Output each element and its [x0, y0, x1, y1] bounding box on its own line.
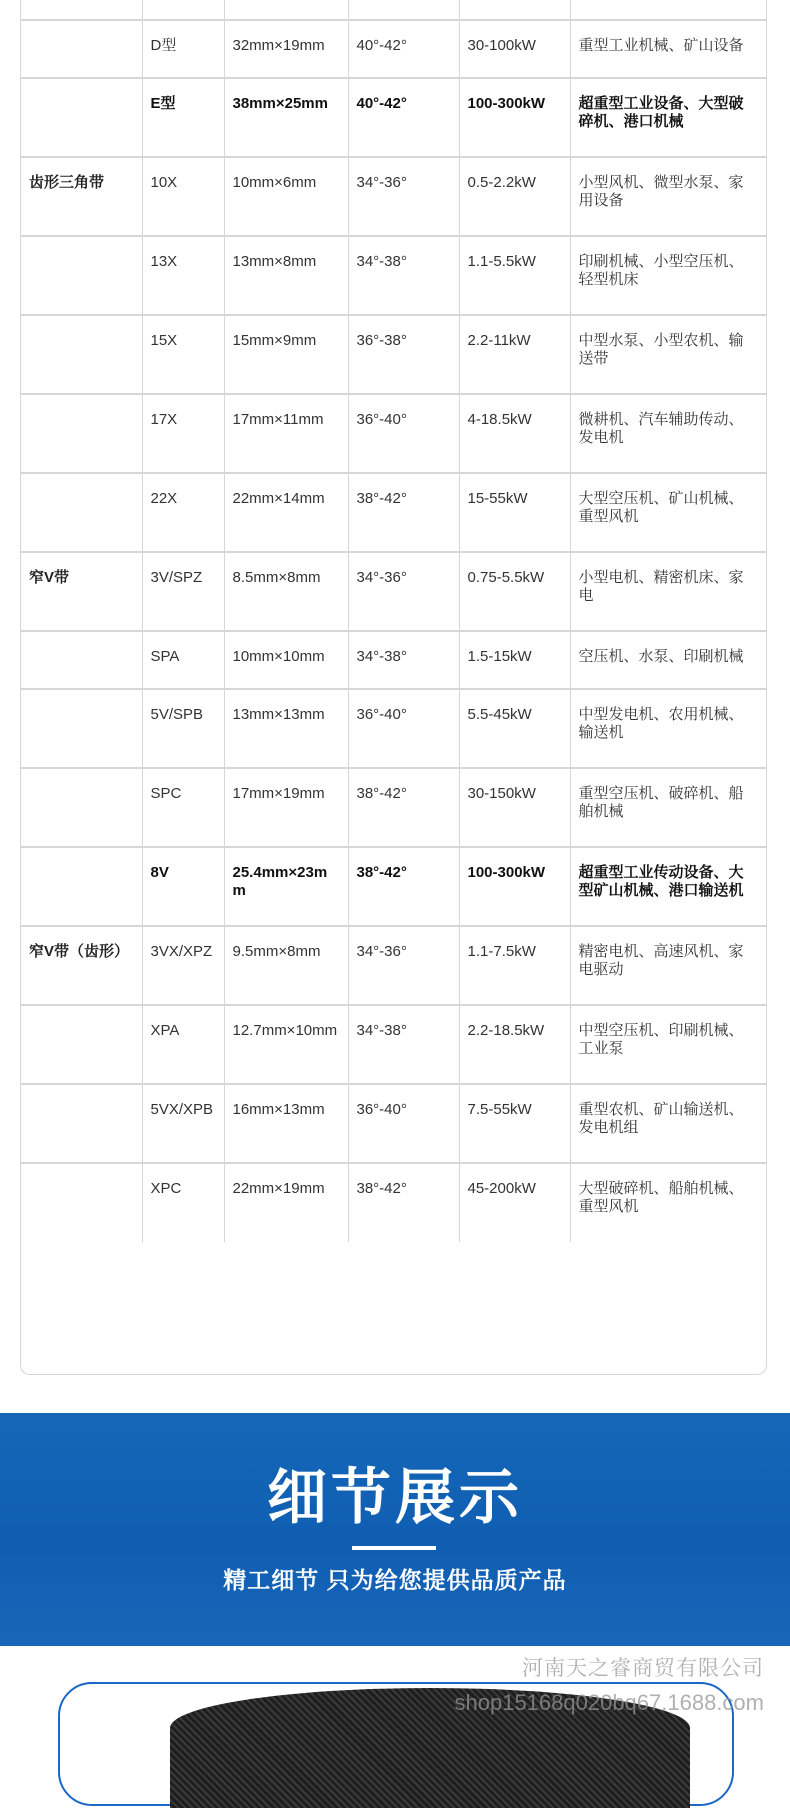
detail-banner: [0, 1413, 790, 1646]
power-cell: 5.5-45kW: [459, 689, 570, 768]
size-cell: 17mm×19mm: [224, 768, 348, 847]
size-cell: [224, 0, 348, 20]
size-cell: 25.4mm×23mm: [224, 847, 348, 926]
size-cell: 9.5mm×8mm: [224, 926, 348, 1005]
power-cell: 100-300kW: [459, 847, 570, 926]
power-cell: 2.2-11kW: [459, 315, 570, 394]
angle-cell: 34°-36°: [348, 157, 459, 236]
model-cell: D型: [142, 20, 224, 78]
usage-cell: 重型农机、矿山输送机、发电机组: [570, 1084, 766, 1163]
category-cell: [21, 631, 142, 689]
size-cell: 13mm×13mm: [224, 689, 348, 768]
power-cell: 1.5-15kW: [459, 631, 570, 689]
power-cell: [459, 0, 570, 20]
power-cell: 1.1-5.5kW: [459, 236, 570, 315]
usage-cell: 微耕机、汽车辅助传动、发电机: [570, 394, 766, 473]
usage-cell: 大型空压机、矿山机械、重型风机: [570, 473, 766, 552]
category-cell: [21, 1005, 142, 1084]
category-cell: [21, 0, 142, 20]
angle-cell: 38°-42°: [348, 1163, 459, 1242]
table-row: [21, 20, 766, 78]
watermark-company: 河南天之睿商贸有限公司: [522, 1657, 764, 1680]
category-cell: 窄V带: [21, 552, 142, 631]
size-cell: 38mm×25mm: [224, 78, 348, 157]
size-cell: 10mm×6mm: [224, 157, 348, 236]
model-cell: 5V/SPB: [142, 689, 224, 768]
usage-cell: 小型风机、微型水泵、家用设备: [570, 157, 766, 236]
banner-divider: [352, 1546, 436, 1550]
power-cell: 15-55kW: [459, 473, 570, 552]
model-cell: 5VX/XPB: [142, 1084, 224, 1163]
angle-cell: 34°-38°: [348, 1005, 459, 1084]
angle-cell: 34°-36°: [348, 552, 459, 631]
category-cell: 窄V带（齿形）: [21, 926, 142, 1005]
angle-cell: 34°-38°: [348, 236, 459, 315]
size-cell: 22mm×14mm: [224, 473, 348, 552]
power-cell: 100-300kW: [459, 78, 570, 157]
model-cell: 8V: [142, 847, 224, 926]
model-cell: [142, 0, 224, 20]
usage-cell: 空压机、水泵、印刷机械: [570, 631, 766, 689]
category-cell: [21, 315, 142, 394]
category-cell: [21, 78, 142, 157]
size-cell: 22mm×19mm: [224, 1163, 348, 1242]
usage-cell: 中型水泵、小型农机、输送带: [570, 315, 766, 394]
model-cell: 22X: [142, 473, 224, 552]
usage-cell: 中型发电机、农用机械、输送机: [570, 689, 766, 768]
table-row: [21, 768, 766, 847]
table-row: [21, 157, 766, 236]
power-cell: 0.75-5.5kW: [459, 552, 570, 631]
angle-cell: 38°-42°: [348, 847, 459, 926]
category-cell: [21, 473, 142, 552]
angle-cell: 36°-38°: [348, 315, 459, 394]
table-row: [21, 847, 766, 926]
banner-title: 细节展示: [267, 1464, 523, 1531]
usage-cell: 印刷机械、小型空压机、轻型机床: [570, 236, 766, 315]
power-cell: 30-100kW: [459, 20, 570, 78]
belt-spec-table: [21, 0, 766, 1242]
banner-subtitle: 精工细节 只为给您提供品质产品: [223, 1567, 567, 1593]
usage-cell: 精密电机、高速风机、家电驱动: [570, 926, 766, 1005]
table-row: [21, 689, 766, 768]
table-row: [21, 0, 766, 20]
power-cell: 4-18.5kW: [459, 394, 570, 473]
size-cell: 10mm×10mm: [224, 631, 348, 689]
usage-cell: 重型空压机、破碎机、船舶机械: [570, 768, 766, 847]
spec-table: [20, 0, 767, 1375]
category-cell: [21, 394, 142, 473]
size-cell: 12.7mm×10mm: [224, 1005, 348, 1084]
usage-cell: 中型空压机、印刷机械、工业泵: [570, 1005, 766, 1084]
usage-cell: 重型工业机械、矿山设备: [570, 20, 766, 78]
table-row: [21, 1005, 766, 1084]
model-cell: 10X: [142, 157, 224, 236]
model-cell: XPA: [142, 1005, 224, 1084]
table-row: [21, 78, 766, 157]
table-body: [21, 0, 766, 1242]
model-cell: SPC: [142, 768, 224, 847]
power-cell: 0.5-2.2kW: [459, 157, 570, 236]
model-cell: 3VX/XPZ: [142, 926, 224, 1005]
category-cell: [21, 847, 142, 926]
usage-cell: 超重型工业传动设备、大型矿山机械、港口输送机: [570, 847, 766, 926]
angle-cell: 38°-42°: [348, 473, 459, 552]
usage-cell: 大型破碎机、船舶机械、重型风机: [578, 1180, 744, 1215]
table-row: [21, 1084, 766, 1163]
angle-cell: 36°-40°: [348, 394, 459, 473]
category-cell: [21, 236, 142, 315]
model-cell: 17X: [142, 394, 224, 473]
model-cell: SPA: [142, 631, 224, 689]
table-row: [21, 394, 766, 473]
angle-cell: 40°-42°: [348, 20, 459, 78]
usage-cell: 小型电机、精密机床、家电: [570, 552, 766, 631]
table-row: [21, 1163, 766, 1242]
size-cell: 8.5mm×8mm: [224, 552, 348, 631]
power-cell: 30-150kW: [459, 768, 570, 847]
power-cell: 1.1-7.5kW: [459, 926, 570, 1005]
angle-cell: 36°-40°: [348, 689, 459, 768]
angle-cell: 40°-42°: [348, 78, 459, 157]
category-cell: [21, 1084, 142, 1163]
angle-cell: [348, 0, 459, 20]
category-cell: 齿形三角带: [21, 157, 142, 236]
category-cell: [21, 1163, 142, 1242]
model-cell: 15X: [142, 315, 224, 394]
category-cell: [21, 20, 142, 78]
size-cell: 15mm×9mm: [224, 315, 348, 394]
size-cell: 17mm×11mm: [224, 394, 348, 473]
power-cell: 7.5-55kW: [459, 1084, 570, 1163]
size-cell: 16mm×13mm: [224, 1084, 348, 1163]
usage-cell: [570, 0, 766, 20]
table-row: [21, 926, 766, 1005]
watermark-shop-url: shop15168q020bq67.1688.com: [454, 1690, 764, 1715]
category-cell: [21, 768, 142, 847]
model-cell: 3V/SPZ: [142, 552, 224, 631]
power-cell: 45-200kW: [459, 1163, 570, 1242]
model-cell: 13X: [142, 236, 224, 315]
table-row: [21, 552, 766, 631]
angle-cell: 34°-36°: [348, 926, 459, 1005]
angle-cell: 34°-38°: [348, 631, 459, 689]
angle-cell: 36°-40°: [348, 1084, 459, 1163]
angle-cell: 38°-42°: [348, 768, 459, 847]
power-cell: 2.2-18.5kW: [459, 1005, 570, 1084]
category-cell: [21, 689, 142, 768]
usage-cell: 超重型工业设备、大型破碎机、港口机械: [570, 78, 766, 157]
table-row: [21, 315, 766, 394]
table-row: [21, 631, 766, 689]
size-cell: 32mm×19mm: [224, 20, 348, 78]
model-cell: XPC: [142, 1163, 224, 1242]
table-row: [21, 473, 766, 552]
model-cell: E型: [142, 78, 224, 157]
table-row: [21, 236, 766, 315]
size-cell: 13mm×8mm: [224, 236, 348, 315]
